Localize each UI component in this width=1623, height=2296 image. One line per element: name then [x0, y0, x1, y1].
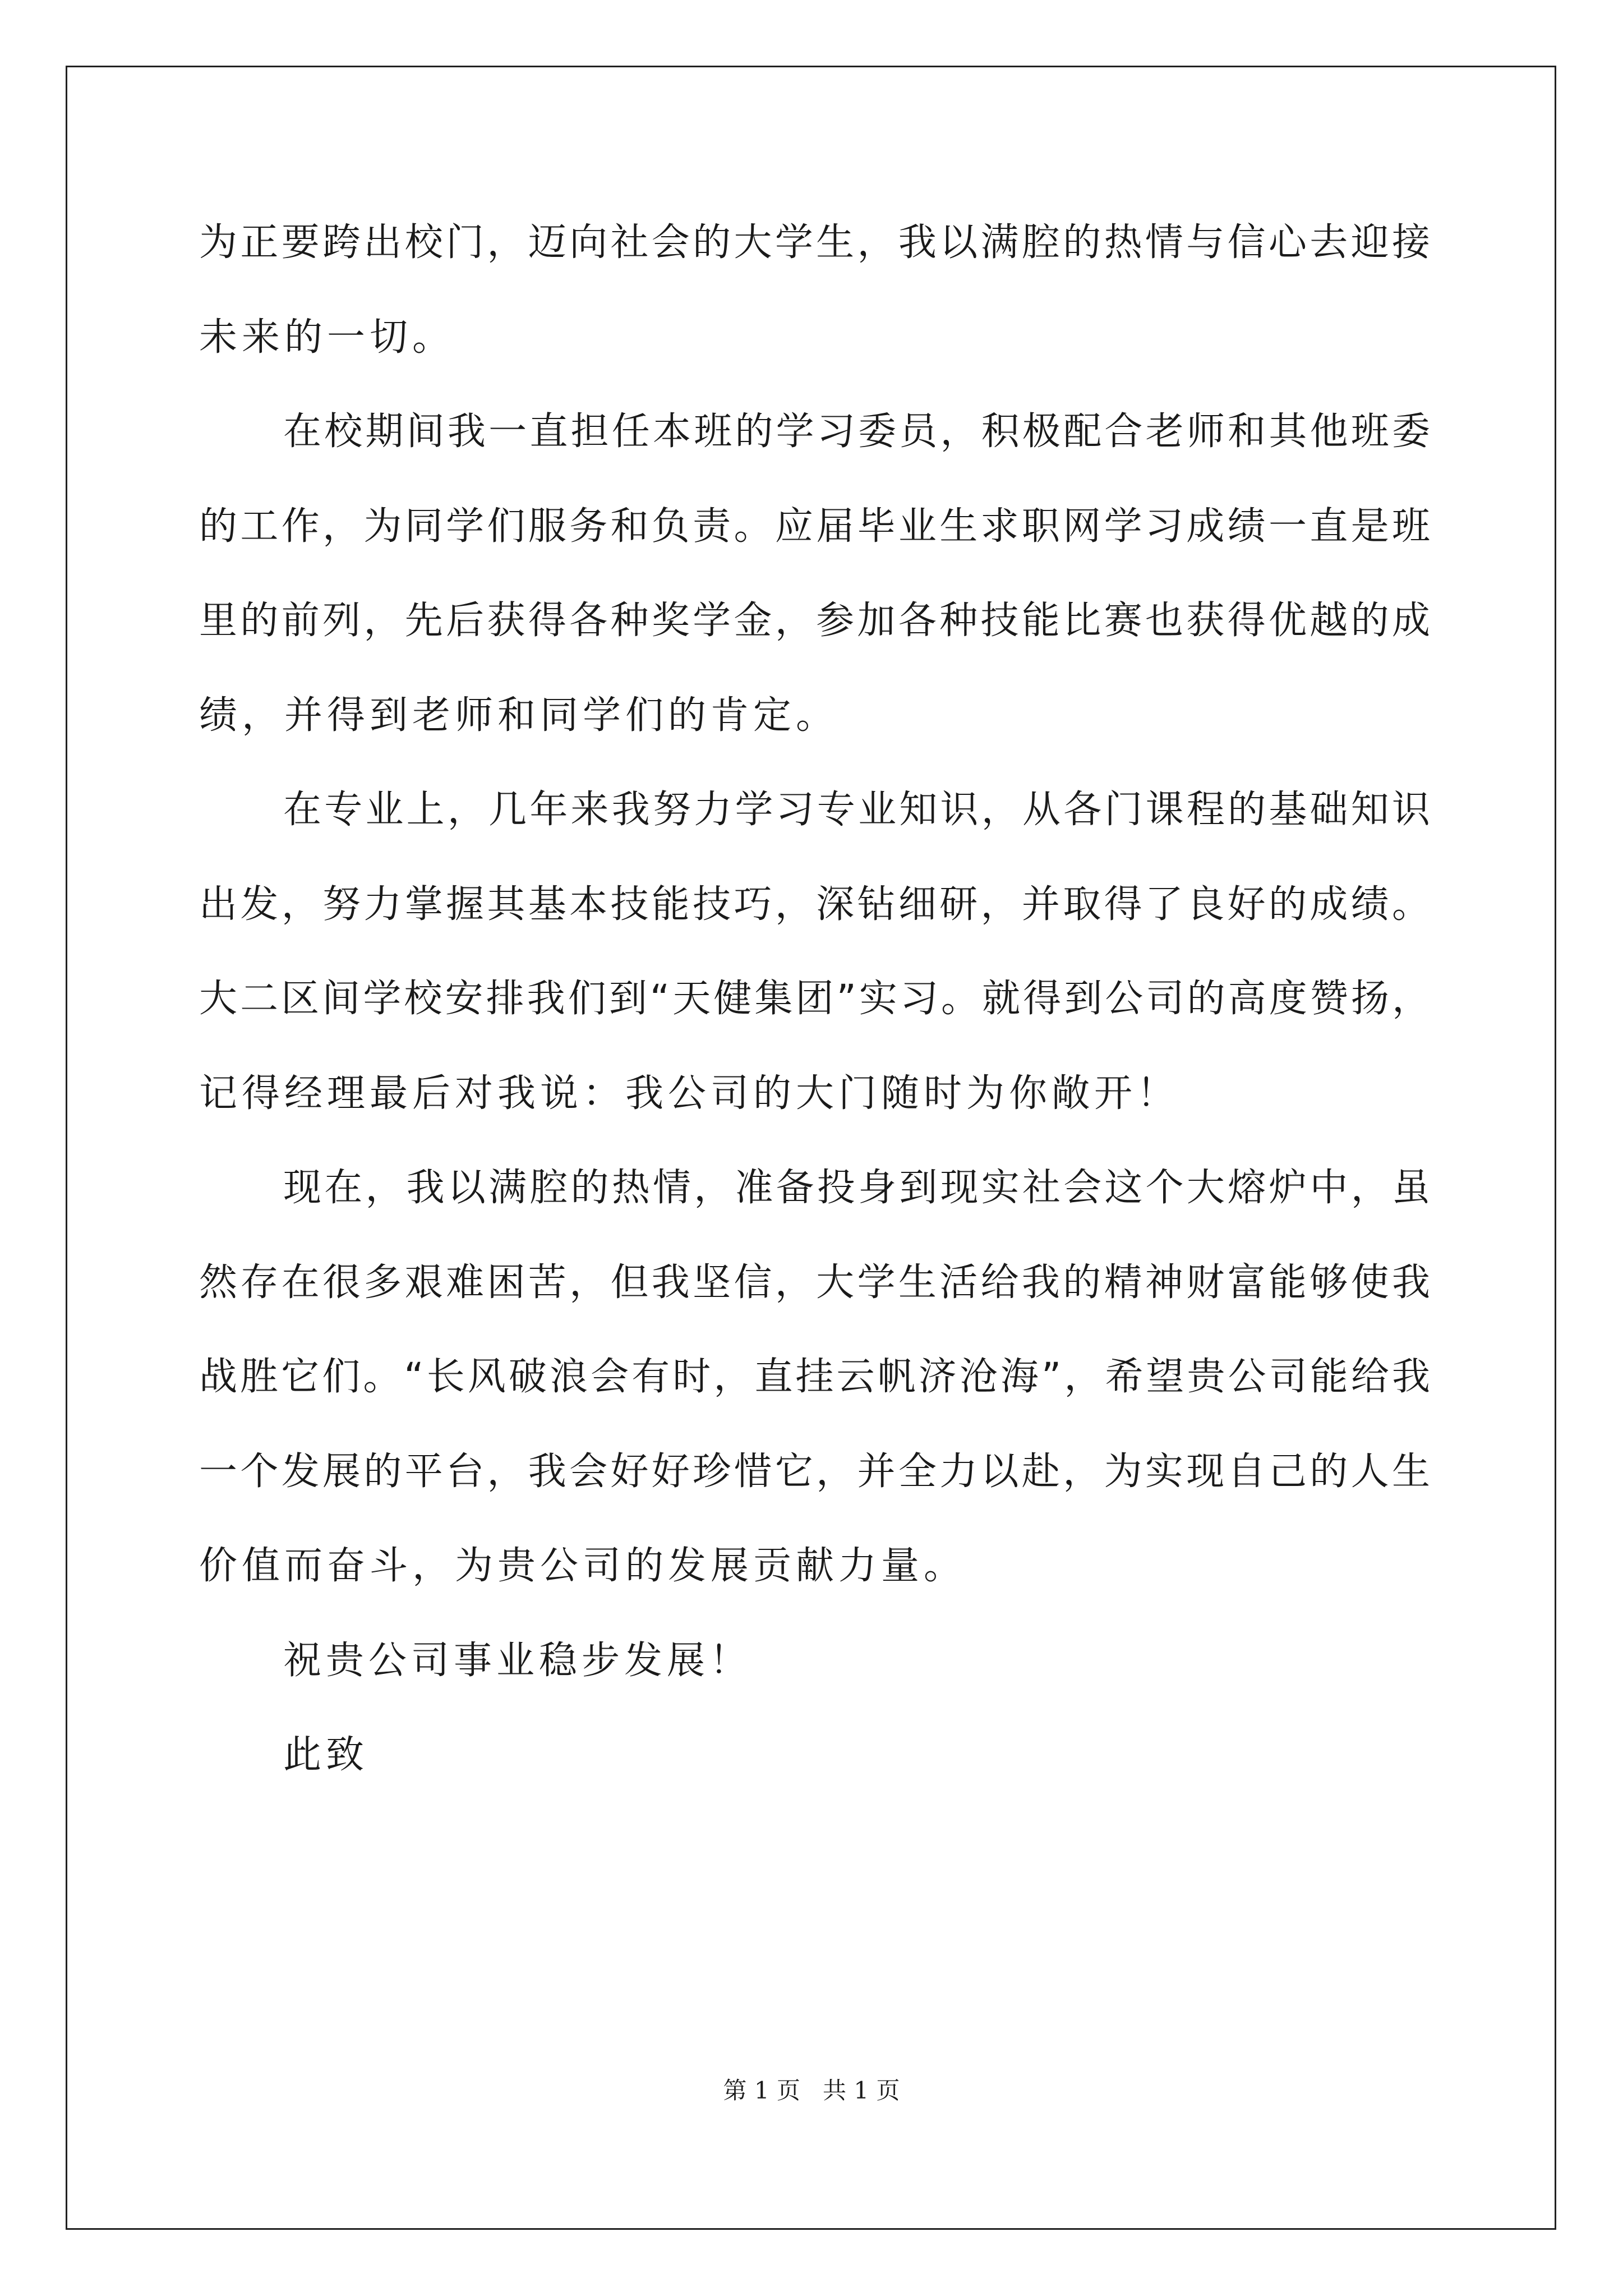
text-line: 未来的一切。	[199, 315, 455, 360]
text-line: 战胜它们。“长风破浪会有时，直挂云帆济沧海”，希望贵公司能给我	[199, 1355, 1430, 1399]
text-line: 里的前列，先后获得各种奖学金，参加各种技能比赛也获得优越的成	[199, 599, 1430, 643]
text-line: 在专业上，几年来我努力学习专业知识，从各门课程的基础知识	[283, 788, 1430, 832]
text-line: 绩，并得到老师和同学们的肯定。	[199, 693, 839, 738]
text-line: 然存在很多艰难困苦，但我坚信，大学生活给我的精神财富能够使我	[199, 1260, 1430, 1305]
text-line: 出发，努力掌握其基本技能技巧，深钻细研，并取得了良好的成绩。	[199, 882, 1430, 927]
text-line: 为正要跨出校门，迈向社会的大学生，我以满腔的热情与信心去迎接	[199, 220, 1430, 265]
text-line: 祝贵公司事业稳步发展！	[283, 1638, 753, 1683]
letter-body	[199, 216, 1430, 1823]
text-line: 现在，我以满腔的热情，准备投身到现实社会这个大熔炉中，虽	[283, 1166, 1430, 1210]
text-line: 此致	[283, 1733, 369, 1777]
text-line: 的工作，为同学们服务和负责。应届毕业生求职网学习成绩一直是班	[199, 504, 1430, 549]
text-line: 大二区间学校安排我们到“天健集团”实习。就得到公司的高度赞扬，	[199, 977, 1430, 1021]
text-line: 一个发展的平台，我会好好珍惜它，并全力以赴，为实现自己的人生	[199, 1449, 1430, 1494]
text-line: 记得经理最后对我说：我公司的大门随时为你敞开！	[199, 1071, 1180, 1116]
page-number-footer: 第 1 页 共 1 页	[723, 2077, 900, 2104]
text-line: 在校期间我一直担任本班的学习委员，积极配合老师和其他班委	[283, 409, 1430, 454]
text-line: 价值而奋斗，为贵公司的发展贡献力量。	[199, 1544, 967, 1588]
